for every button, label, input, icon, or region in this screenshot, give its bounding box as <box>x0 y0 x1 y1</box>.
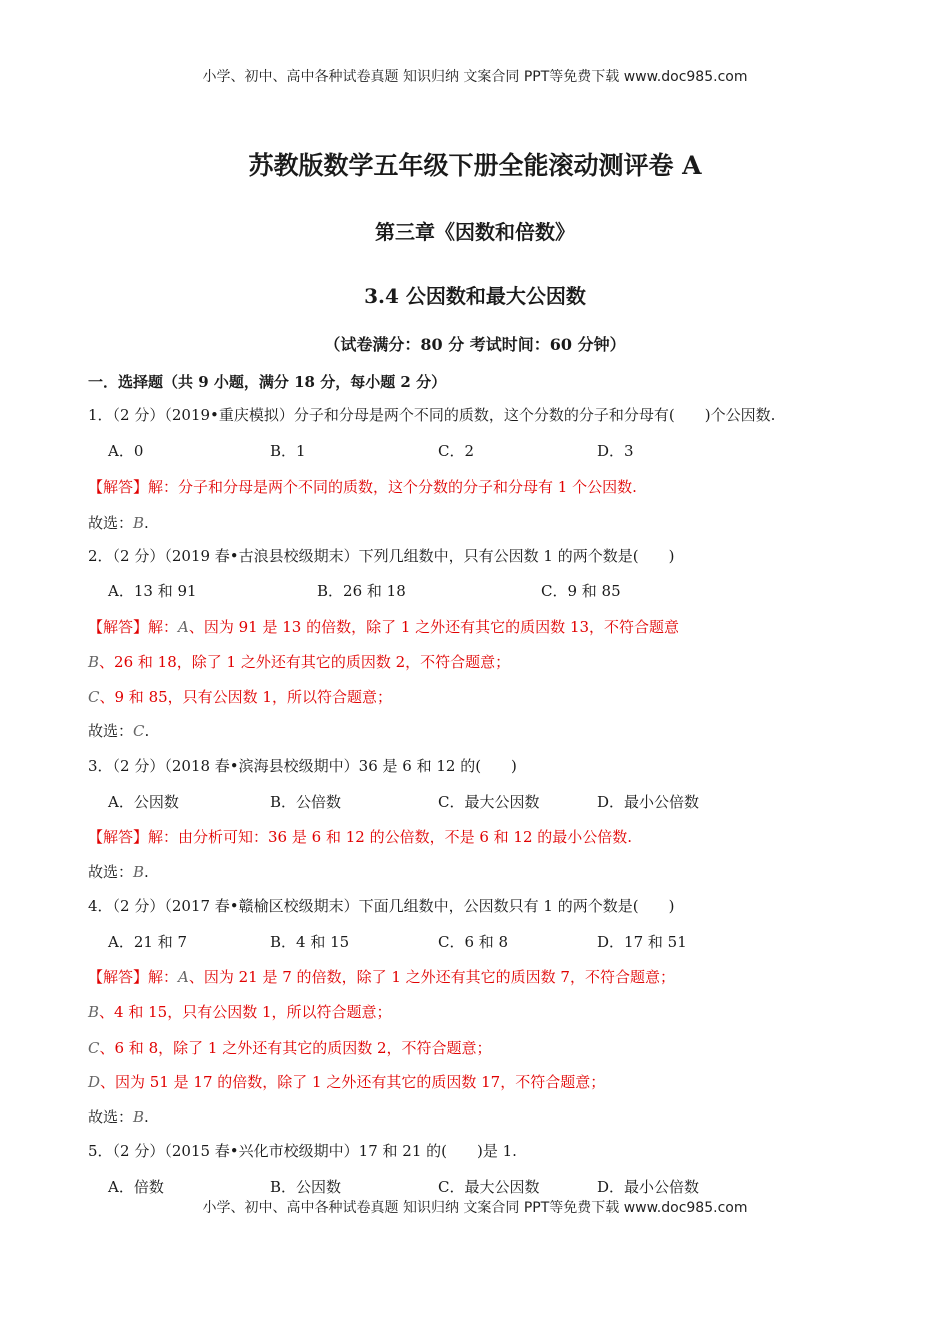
q3-choice-c: C．最大公因数 <box>438 793 540 811</box>
q4-solution-line-1: 【解答】解：A、因为 21 是 7 的倍数，除了 1 之外还有其它的质因数 7，不符合题意； <box>88 968 675 986</box>
q4-solution-line-3: C、6 和 8，除了 1 之外还有其它的质因数 2，不符合题意； <box>88 1039 492 1057</box>
q5-choice-d: D．最小公倍数 <box>597 1178 700 1196</box>
section-title: 3.4 公因数和最大公因数 <box>364 284 586 308</box>
question-5-stem: 5．（2 分）（2015 春•兴化市校级期中）17 和 21 的( )是 1. <box>88 1142 517 1160</box>
q4-solution-line-4: D、因为 51 是 17 的倍数，除了 1 之外还有其它的质因数 17，不符合题意； <box>88 1073 606 1091</box>
q4-choice-c: C．6 和 8 <box>438 933 509 951</box>
q4-solution-line-2: B、4 和 15，只有公因数 1，所以符合题意； <box>88 1003 392 1021</box>
q2-solution-line-3: C、9 和 85，只有公因数 1，所以符合题意； <box>88 688 392 706</box>
q2-solution-line-2: B、26 和 18，除了 1 之外还有其它的质因数 2，不符合题意； <box>88 653 511 671</box>
q2-choice-c: C．9 和 85 <box>541 582 621 600</box>
chapter-title: 第三章《因数和倍数》 <box>375 220 575 244</box>
question-1-stem: 1．（2 分）（2019•重庆模拟）分子和分母是两个不同的质数，这个分数的分子和分母有( )个公因数. <box>88 406 776 424</box>
q3-choice-a: A．公因数 <box>108 793 179 811</box>
question-4-stem: 4．（2 分）（2017 春•赣榆区校级期末）下面几组数中，公因数只有 1 的两个数是( ) <box>88 897 675 915</box>
q1-choice-b: B．1 <box>270 442 306 460</box>
page-header: 小学、初中、高中各种试卷真题 知识归纳 文案合同 PPT等免费下载 www.doc985.com <box>202 69 748 85</box>
answer-tag: 【解答】解： <box>88 478 179 496</box>
q4-choice-a: A．21 和 7 <box>108 933 187 951</box>
q2-answer: 故选：C. <box>88 722 150 740</box>
page-footer: 小学、初中、高中各种试卷真题 知识归纳 文案合同 PPT等免费下载 www.doc985.com <box>202 1200 748 1216</box>
q3-answer: 故选：B. <box>88 863 149 881</box>
q4-choice-b: B．4 和 15 <box>270 933 350 951</box>
question-2-stem: 2．（2 分）（2019 春•古浪县校级期末）下列几组数中，只有公因数 1 的两个数是( ) <box>88 547 675 565</box>
document-title: 苏教版数学五年级下册全能滚动测评卷 A <box>248 151 702 180</box>
q2-choice-a: A．13 和 91 <box>108 582 197 600</box>
part-title: 一．选择题（共 9 小题，满分 18 分，每小题 2 分） <box>88 373 447 391</box>
q5-choice-c: C．最大公因数 <box>438 1178 540 1196</box>
q1-choice-c: C．2 <box>438 442 475 460</box>
q5-choice-b: B．公因数 <box>270 1178 342 1196</box>
q1-solution: 【解答】解：分子和分母是两个不同的质数，这个分数的分子和分母有 1 个公因数. <box>88 478 637 496</box>
q4-choice-d: D．17 和 51 <box>597 933 687 951</box>
q1-choice-d: D．3 <box>597 442 634 460</box>
q1-answer: 故选：B. <box>88 514 149 532</box>
q5-choice-a: A．倍数 <box>108 1178 164 1196</box>
q2-solution-line-1: 【解答】解：A、因为 91 是 13 的倍数，除了 1 之外还有其它的质因数 13，不符合题意 <box>88 618 680 636</box>
question-3-stem: 3．（2 分）（2018 春•滨海县校级期中）36 是 6 和 12 的( ) <box>88 757 517 775</box>
q3-solution: 【解答】解：由分析可知：36 是 6 和 12 的公倍数，不是 6 和 12 的最小公倍数. <box>88 828 633 846</box>
q3-choice-d: D．最小公倍数 <box>597 793 700 811</box>
q4-answer: 故选：B. <box>88 1108 149 1126</box>
exam-info: （试卷满分：80 分 考试时间：60 分钟） <box>324 335 626 354</box>
q3-choice-b: B．公倍数 <box>270 793 342 811</box>
q2-choice-b: B．26 和 18 <box>317 582 406 600</box>
q1-choice-a: A．0 <box>108 442 144 460</box>
